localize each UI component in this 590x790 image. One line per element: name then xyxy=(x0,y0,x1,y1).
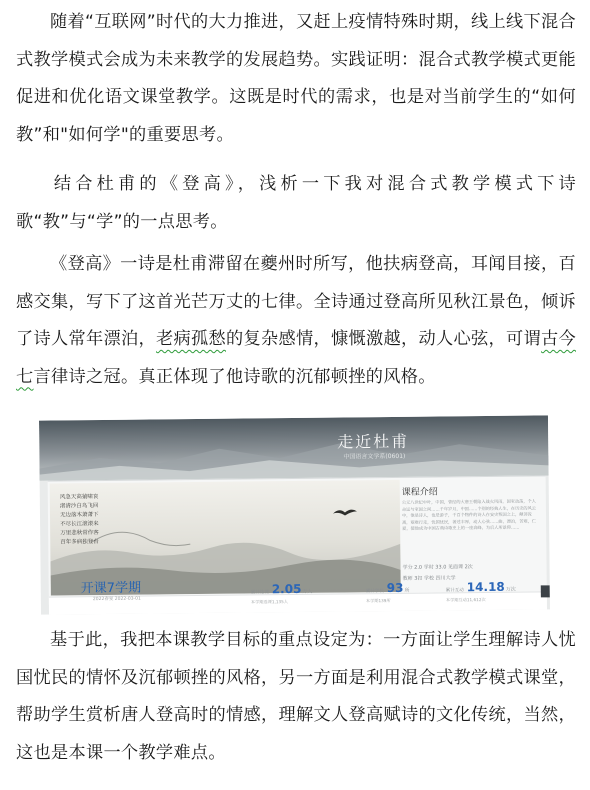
open-semesters-label[interactable]: 开课7学期 xyxy=(80,580,142,597)
paragraph-denggao xyxy=(16,246,576,396)
stat-sub: 本学期互动11,612次 xyxy=(445,597,486,603)
poem-line: 无边落木萧萧下 xyxy=(59,512,99,519)
poem-line: 不尽长江滚滚来 xyxy=(60,521,99,528)
stat-sub: 本学期选课1,135人 xyxy=(250,599,289,605)
stat-label: 累计互动 xyxy=(445,588,464,594)
bird-icon xyxy=(333,507,357,517)
open-semesters-sub: 2022春夏 2022-03-01 xyxy=(92,596,141,603)
course-meta-credits: 学分 2.0 学时 33.0 见面课 2次 xyxy=(402,564,473,571)
stat-enrollment xyxy=(251,578,313,606)
banner-title: 走近杜甫 xyxy=(337,431,410,452)
paragraph-topic xyxy=(16,166,576,241)
poem-line: 渚清沙白鸟飞回 xyxy=(59,503,99,510)
stat-value: 2.05 xyxy=(271,581,302,597)
poem-calligraphy xyxy=(60,493,111,548)
stat-label: 累计学校 xyxy=(365,589,384,595)
stat-value: 14.18 xyxy=(466,579,505,595)
paragraph-goals-text: 基于此，我把本课教学目标的重点设定为：一方面让学生理解诗人忧国忧民的情怀及沉郁顿挫的风格，另一方面是利用混合式教学模式课堂，帮助学生赏析唐人登高时的情感，理解文人登高赋诗的文化传统，当然，这也是本课一个教学难点。 xyxy=(16,630,576,763)
stat-value: 93 xyxy=(386,580,404,596)
spellcheck-underline-2: 古今七 xyxy=(16,329,576,387)
paragraph-intro xyxy=(16,4,576,154)
poem-line: 风急天高猿啸哀 xyxy=(59,494,99,501)
paragraph-denggao-text-c: 言律诗之冠。真正体现了他诗歌的沉郁顿挫的风格。 xyxy=(33,366,436,387)
course-meta-teacher: 教师 3扣 学校 四川大学 xyxy=(402,575,456,582)
course-page-photo xyxy=(39,415,550,614)
course-intro-title: 课程介绍 xyxy=(401,487,438,498)
course-intro-text: 公元八世纪中叶，中国，曾经的大唐王朝陷入战火风雨，国家动荡，个人命运与家国之间……千年岁月，中国……个别的经典人生，在历史的风云中，他是诗人，也是游子，千百个物件的诗人在安史叛国之上，颠沛流离，艰难行走，忧国忧民，著述丰厚，动人心弦……曲，漂泊，苦难，仁爱，使他成为中国古典诗歌史上的一座高峰，为后人所景仰…… xyxy=(401,498,537,532)
paragraph-goals xyxy=(16,622,576,772)
poem-line: 百年多病独登台 xyxy=(60,539,99,546)
stat-schools xyxy=(366,577,410,604)
stat-sub: 本学期139所 xyxy=(365,597,391,604)
stat-interactions xyxy=(446,576,516,604)
paragraph-topic-text: 结合杜甫的《登高》，浅析一下我对混合式教学模式下诗歌“教”与“学”的一点思考。 xyxy=(16,174,576,232)
stat-unit: 所 xyxy=(404,587,410,594)
paragraph-intro-text: 随着“互联网”时代的大力推进，又赶上疫情特殊时期，线上线下混合式教学模式会成为未来教学的发展趋势。实践证明：混合式教学模式更能促进和优化语文课堂教学。这既是时代的需求，也是对当前学生的“如何教”和"如何学"的重要思考。 xyxy=(16,12,576,145)
spellcheck-underline-1: 老病孤愁 xyxy=(156,329,226,349)
poem-line: 万里悲秋常作客 xyxy=(60,530,99,537)
stat-unit: 万人 xyxy=(302,588,313,595)
paragraph-denggao-text-b: 的复杂感情，慷慨激越，动人心弦，可谓 xyxy=(226,329,541,349)
side-tab-button[interactable] xyxy=(541,585,550,597)
banner-subtitle: 中国语言文学系(0601) xyxy=(343,452,406,461)
course-intro-panel xyxy=(398,478,547,595)
paragraph-denggao-text-a: 《登高》一诗是杜甫滞留在夔州时所写，他扶病登高，耳闻目接，百感交集，写下了这首光芒万丈的七律。全诗通过登高所见秋江景色，倾诉了诗人常年漂泊， xyxy=(16,254,576,349)
stat-unit: 万次 xyxy=(505,586,516,593)
mountain-banner-graphic xyxy=(39,415,549,480)
stat-label: 累计选课 xyxy=(250,590,269,596)
